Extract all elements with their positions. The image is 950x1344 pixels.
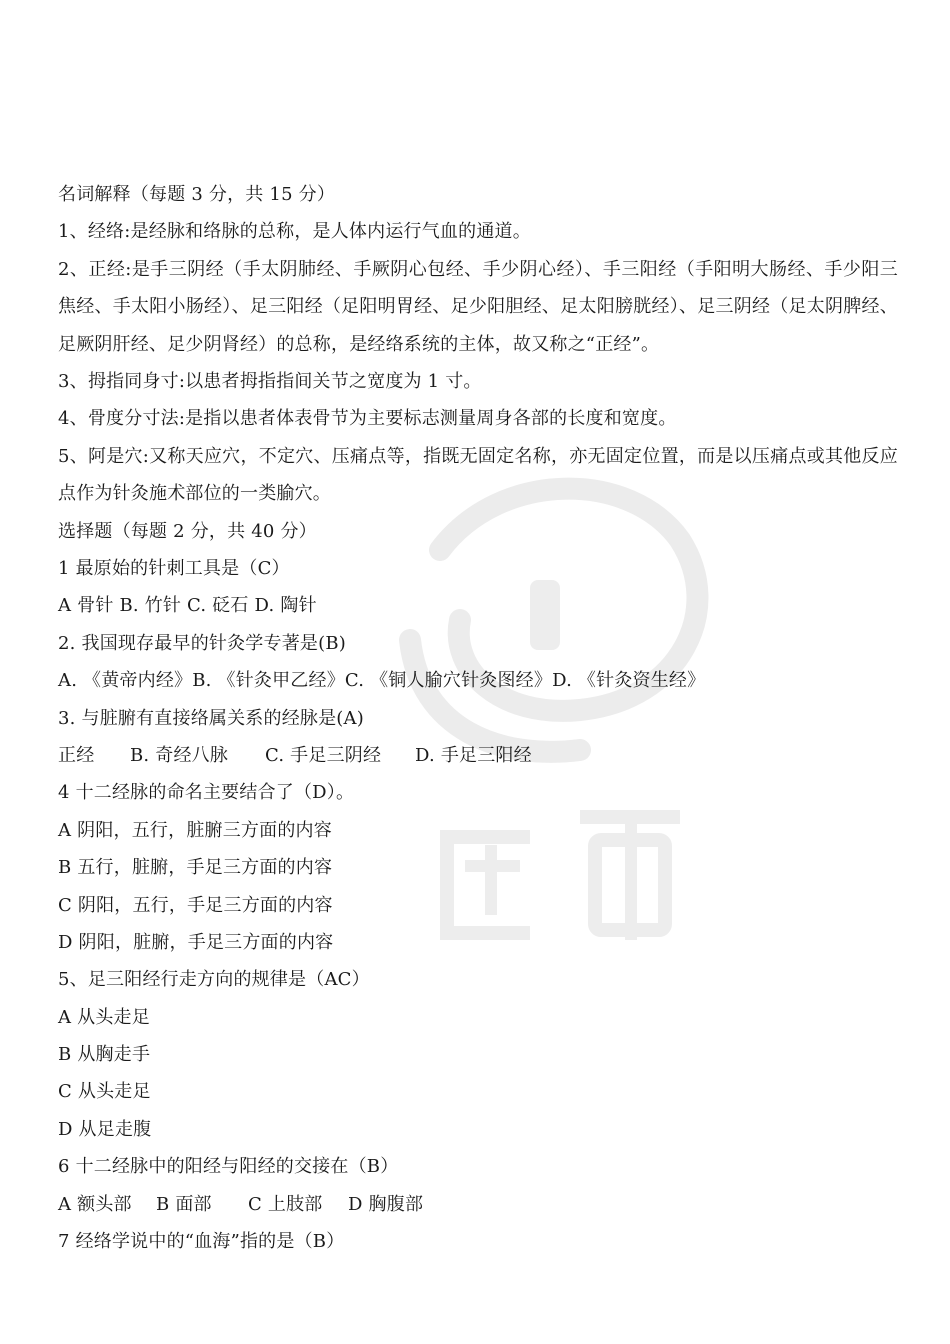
option: D 胸腹部 xyxy=(348,1193,424,1215)
option: B 面部 xyxy=(156,1193,212,1215)
document-body xyxy=(58,176,898,1260)
option: D 阴阳，脏腑，手足三方面的内容 xyxy=(58,931,334,953)
option: 正经 xyxy=(58,744,95,766)
option: C 上肢部 xyxy=(248,1193,323,1215)
option: C. 手足三阴经 xyxy=(265,744,382,766)
definition-item: 1、经络:是经脉和络脉的总称，是人体内运行气血的通道。 xyxy=(58,221,531,243)
option: B 五行，脏腑，手足三方面的内容 xyxy=(58,857,333,879)
question-3: 3. 与脏腑有直接络属关系的经脉是(A) xyxy=(58,707,364,729)
question-5: 5、足三阳经行走方向的规律是（AC） xyxy=(58,969,370,991)
option: D 从足走腹 xyxy=(58,1118,152,1140)
definition-item: 2、正经:是手三阴经（手太阴肺经、手厥阴心包经、手少阴心经）、手三阳经（手阳明大肠经、手少阳三焦经、手太阳小肠经）、足三阳经（足阳明胃经、足少阳胆经、足太阳膀胱经）、足三阴经（足太阴脾经、足厥阴肝经、足少阴肾经）的总称，是经络系统的主体，故又称之“正经”。 xyxy=(58,258,898,355)
question-6: 6 十二经脉中的阳经与阳经的交接在（B） xyxy=(58,1156,399,1178)
section-heading-definitions: 名词解释（每题 3 分，共 15 分） xyxy=(58,184,336,205)
question-2-options: A. 《黄帝内经》B. 《针灸甲乙经》C. 《铜人腧穴针灸图经》D. 《针灸资生经》 xyxy=(58,670,706,692)
option: B 从胸走手 xyxy=(58,1044,151,1066)
option: C 从头走足 xyxy=(58,1081,151,1103)
definition-item: 5、阿是穴:又称天应穴，不定穴、压痛点等，指既无固定名称，亦无固定位置，而是以压痛点或其他反应点作为针灸施术部位的一类腧穴。 xyxy=(58,445,898,505)
definition-item: 4、骨度分寸法:是指以患者体表骨节为主要标志测量周身各部的长度和宽度。 xyxy=(58,408,677,430)
section-heading-choice: 选择题（每题 2 分，共 40 分） xyxy=(58,520,317,542)
option: C 阴阳，五行，手足三方面的内容 xyxy=(58,894,333,916)
option: A 阴阳，五行，脏腑三方面的内容 xyxy=(58,819,332,841)
option: A 额头部 xyxy=(58,1193,132,1215)
question-4: 4 十二经脉的命名主要结合了（D）。 xyxy=(58,782,355,804)
definition-item: 3、拇指同身寸:以患者拇指指间关节之宽度为 1 寸。 xyxy=(58,371,482,392)
question-2: 2. 我国现存最早的针灸学专著是(B) xyxy=(58,632,346,654)
question-1: 1 最原始的针刺工具是（C） xyxy=(58,557,290,579)
question-6-options xyxy=(58,1186,898,1223)
option: A 从头走足 xyxy=(58,1006,150,1028)
question-3-options xyxy=(58,737,898,774)
question-1-options: A 骨针 B. 竹针 C. 砭石 D. 陶针 xyxy=(58,595,317,617)
option: B. 奇经八脉 xyxy=(130,744,229,766)
question-7: 7 经络学说中的“血海”指的是（B） xyxy=(58,1231,345,1253)
option: D. 手足三阳经 xyxy=(415,744,532,766)
